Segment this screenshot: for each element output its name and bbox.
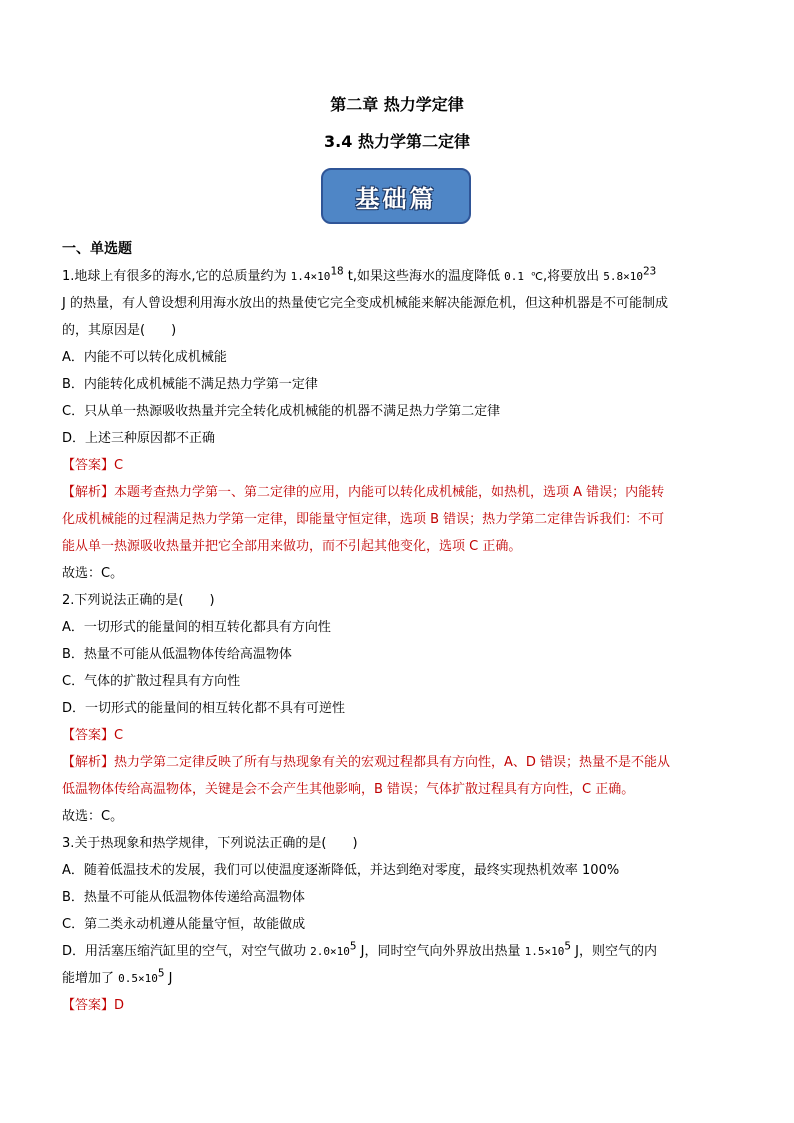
question-1-answer (62, 452, 734, 479)
mass-exponent: 18 (330, 264, 344, 278)
analysis-text: 本题考查热力学第一、第二定律的应用，内能可以转化成机械能，如热机，选项 A 错误；内能转 (114, 485, 665, 500)
option-d-part: 能增加了 (62, 971, 119, 986)
answer-value: D (114, 998, 125, 1013)
option-d-part: D．用活塞压缩汽缸里的空气，对空气做功 (62, 944, 311, 959)
section-title: 3.4 热力学第二定律 (324, 132, 470, 151)
question-3-option-d-line-2 (62, 965, 734, 992)
question-2-stem: 2.下列说法正确的是( ) (62, 593, 215, 608)
analysis-label: 【解析】 (62, 755, 115, 770)
question-3-stem: 3.关于热现象和热学规律，下列说法正确的是( ) (62, 836, 358, 851)
question-1-stem-part: t,如果这些海水的温度降低 (343, 269, 505, 284)
question-3-option-b: B．热量不可能从低温物体传递给高温物体 (62, 890, 305, 905)
question-2-answer (62, 722, 734, 749)
question-1-option-b: B．内能转化成机械能不满足热力学第一定律 (62, 377, 318, 392)
question-3-option-a: A．随着低温技术的发展，我们可以使温度逐渐降低，并达到绝对零度，最终实现热机效率 100% (62, 863, 620, 878)
question-1-stem-part: 1.地球上有很多的海水,它的总质量约为 (62, 269, 291, 284)
level-banner-label: 基础篇 (355, 183, 437, 213)
released-heat-value: 1.5×10 (524, 945, 565, 958)
answer-value: C (114, 728, 124, 743)
question-1-analysis-line-3: 能从单一热源吸收热量并把它全部用来做功，而不引起其他变化，选项 C 正确。 (62, 539, 522, 554)
answer-label: 【答案】 (62, 458, 115, 473)
question-2-option-b: B．热量不可能从低温物体传给高温物体 (62, 647, 292, 662)
question-3-option-c: C．第二类永动机遵从能量守恒，故能做成 (62, 917, 306, 932)
question-1-option-c: C．只从单一热源吸收热量并完全转化成机械能的机器不满足热力学第二定律 (62, 404, 501, 419)
question-1-stem-line-1 (62, 263, 734, 290)
level-banner (321, 168, 471, 224)
question-1-analysis-line-2: 化成机械能的过程满足热力学第一定律，即能量守恒定律，选项 B 错误；热力学第二定律告诉我们：不可 (62, 512, 665, 527)
question-3-answer (62, 992, 734, 1019)
question-1-analysis-line-1 (62, 479, 734, 506)
question-1-conclusion: 故选：C。 (62, 566, 124, 581)
work-exponent: 5 (349, 939, 357, 953)
section-heading: 一、单选题 (62, 241, 132, 257)
option-d-part: J，则空气的内 (571, 944, 657, 959)
analysis-label: 【解析】 (62, 485, 115, 500)
work-value: 2.0×10 (310, 945, 350, 958)
question-2-analysis-line-1 (62, 749, 734, 776)
question-2-option-c: C．气体的扩散过程具有方向性 (62, 674, 241, 689)
heat-value: 5.8×10 (603, 270, 644, 283)
mass-value: 1.4×10 (290, 270, 331, 283)
answer-label: 【答案】 (62, 728, 115, 743)
question-1 (62, 263, 734, 587)
question-3 (62, 830, 734, 1019)
energy-increase-exponent: 5 (157, 966, 165, 980)
question-2-analysis-line-2: 低温物体传给高温物体，关键是会不会产生其他影响，B 错误；气体扩散过程具有方向性，C 正确。 (62, 782, 635, 797)
analysis-text: 热力学第二定律反映了所有与热现象有关的宏观过程都具有方向性，A、D 错误；热量不是不能从 (114, 755, 671, 770)
question-2-option-a: A．一切形式的能量间的相互转化都具有方向性 (62, 620, 331, 635)
content-body (62, 236, 734, 1019)
answer-label: 【答案】 (62, 998, 115, 1013)
question-2 (62, 587, 734, 830)
question-2-option-d: D．一切形式的能量间的相互转化都不具有可逆性 (62, 701, 346, 716)
question-1-option-a: A．内能不可以转化成机械能 (62, 350, 227, 365)
question-1-stem-line-3: 的，其原因是( ) (62, 323, 177, 338)
chapter-title: 第二章 热力学定律 (330, 95, 464, 114)
energy-increase-value: 0.5×10 (118, 972, 158, 985)
question-2-conclusion: 故选：C。 (62, 809, 124, 824)
option-d-part: J，同时空气向外界放出热量 (356, 944, 525, 959)
question-1-stem-line-2: J 的热量，有人曾设想利用海水放出的热量使它完全变成机械能来解决能源危机，但这种机器是不可能制成 (62, 296, 668, 311)
heat-exponent: 23 (643, 264, 657, 278)
temperature-value: 0.1 ℃ (504, 270, 544, 283)
question-1-option-d: D．上述三种原因都不正确 (62, 431, 216, 446)
question-3-option-d-line-1 (62, 938, 734, 965)
option-d-part: J (164, 971, 173, 986)
released-heat-exponent: 5 (564, 939, 572, 953)
question-1-stem-part: ,将要放出 (543, 269, 604, 284)
answer-value: C (114, 458, 124, 473)
